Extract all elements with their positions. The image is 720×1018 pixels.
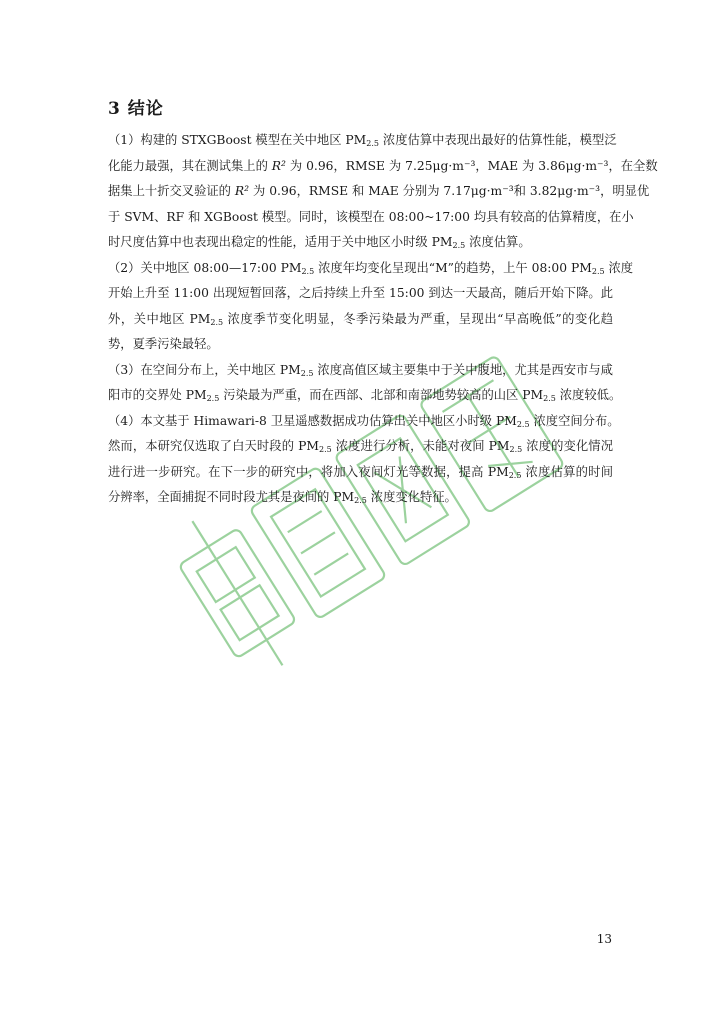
subscript: 2.5 [318,445,332,454]
text-segment: 浓度估算的时间 [521,464,613,479]
text-line [108,434,613,460]
text-segment: 化能力最强，其在测试集上的 [108,158,272,173]
text-segment: 外，关中地区 PM [108,311,211,326]
subscript: 2.5 [366,139,380,148]
text-segment: 浓度空间分布。 [529,413,620,428]
text-segment: 浓度的变化情况 [522,439,613,453]
section-heading: 3 结论 [108,99,164,119]
subscript: 2.5 [210,317,224,327]
text-segment: （4）本文基于 Himawari-8 卫星遥感数据成功估算出关中地区小时级 PM [108,413,517,428]
text-line [108,383,622,409]
subscript: 2.5 [509,445,523,454]
r-squared-symbol: R² [271,158,286,173]
text-segment: 开始上升至 11:00 出现短暂回落，之后持续上升至 15:00 到达一天最高，随后开始下降。此 [108,286,613,300]
page-number: 13 [596,932,612,946]
text-line [108,307,613,333]
text-line [108,281,613,307]
text-segment: 浓度估算。 [465,235,531,249]
text-line [108,485,613,511]
text-segment: 然而，本研究仅选取了白天时段的 PM [108,439,319,453]
text-segment: 于 SVM、RF 和 XGBoost 模型。同时，该模型在 08:00~17:00 均具有较高的估算精度，在小 [108,209,634,224]
text-segment: 势，夏季污染最轻。 [108,337,219,351]
paragraph-1 [108,128,658,256]
text-line [108,179,650,205]
text-segment: 为 0.96，RMSE 为 7.25μg·m⁻³，MAE 为 3.86μg·m⁻³，在全数 [285,158,658,173]
paragraph-4 [108,409,620,511]
subscript: 2.5 [591,266,605,276]
text-segment: 浓度 [604,260,634,275]
text-line [108,332,613,358]
text-segment: 浓度季节变化明显，冬季污染最为严重，呈现出“早高晚低”的变化趋 [223,311,613,326]
text-line [108,460,613,486]
subscript: 2.5 [516,419,530,429]
text-line [108,358,613,384]
text-line [108,128,617,154]
paragraph-3 [108,358,622,409]
text-segment: 浓度变化特征。 [366,490,457,504]
conclusion-body [108,128,658,511]
subscript: 2.5 [300,368,314,378]
text-segment: 浓度估算中表现出最好的估算性能，模型泛 [379,133,617,147]
text-line [108,409,620,435]
subscript: 2.5 [508,470,522,480]
text-segment: （1）构建的 STXGBoost 模型在关中地区 PM [108,133,367,147]
text-segment: （3）在空间分布上，关中地区 PM [108,362,301,377]
text-segment: 时尺度估算中也表现出稳定的性能，适用于关中地区小时级 PM [108,235,453,249]
text-segment: （2）关中地区 08:00—17:00 PM [108,260,302,275]
text-line [108,154,658,180]
text-line [108,256,634,282]
text-line [108,230,613,256]
subscript: 2.5 [354,496,367,505]
text-segment: 浓度较低。 [555,388,622,402]
text-segment: 浓度进行分析，未能对夜间 PM [331,439,510,453]
text-segment: 据集上十折交叉验证的 [108,184,235,198]
text-segment: 污染最为严重，而在西部、北部和南部地势较高的山区 PM [219,388,544,402]
subscript: 2.5 [452,241,466,250]
text-segment: 分辨率，全面捕捉不同时段尤其是夜间的 PM [108,490,355,504]
text-segment: 阳市的交界处 PM [108,388,207,402]
text-line [108,205,634,231]
text-segment: 浓度年均变化呈现出“M”的趋势，上午 08:00 PM [314,260,592,275]
paragraph-2 [108,256,634,358]
text-segment: 进行进一步研究。在下一步的研究中，将加入夜间灯光等数据，提高 PM [108,464,509,479]
subscript: 2.5 [301,266,315,276]
subscript: 2.5 [543,394,556,403]
r-squared-symbol: R² [234,184,250,198]
subscript: 2.5 [206,394,220,403]
text-segment: 为 0.96，RMSE 和 MAE 分别为 7.17μg·m⁻³和 3.82μg·m⁻³，明显优 [249,184,650,198]
text-segment: 浓度高值区域主要集中于关中腹地，尤其是西安市与咸 [313,362,613,377]
